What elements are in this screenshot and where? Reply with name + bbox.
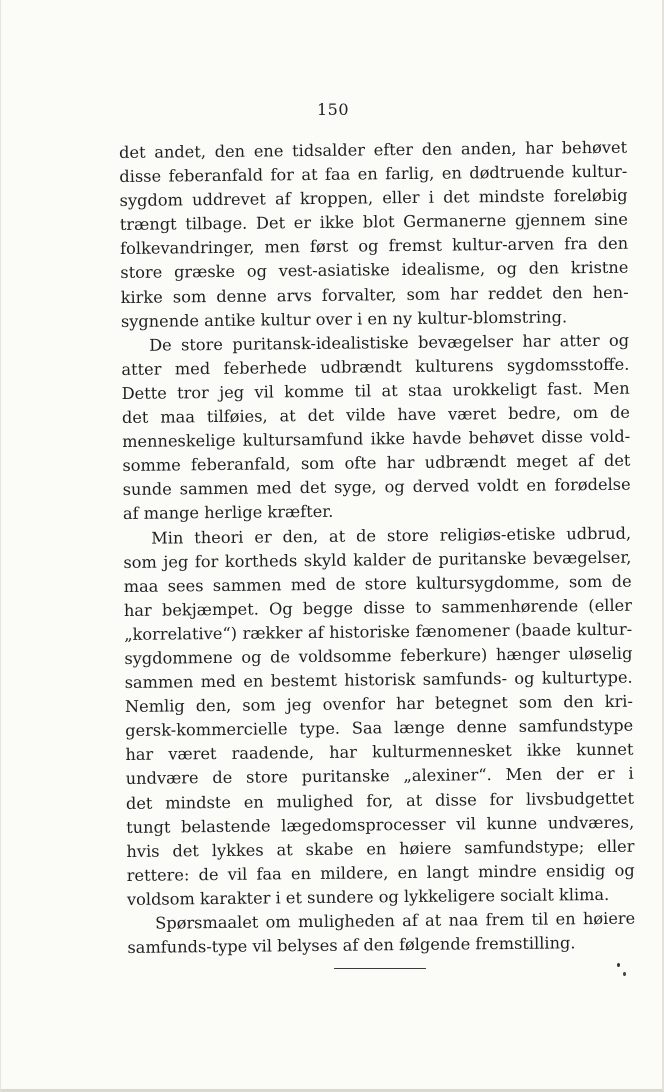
text-line: har været raadende, har kulturmennesket ikke kunnet	[125, 739, 634, 765]
text-line: gersk-kommercielle type. Saa længe denne samfundstype	[125, 715, 634, 741]
text-line: undvære de store puritanske „alexiner“. Men der er i	[125, 764, 634, 789]
text-line: det andet, den ene tidsalder efter den anden, har behøvet	[119, 137, 628, 162]
text-line: store græske og vest-asiatiske idealisme, og den kristne	[120, 258, 629, 283]
text-line: det maa tilføies, at det vilde have været bedre, om de	[121, 402, 630, 428]
text-line: sammen med en bestemt historisk samfunds- og kulturtype.	[124, 667, 633, 693]
paragraph-1	[119, 136, 629, 334]
text-line: sunde sammen med det syge, og derved voldt en forødelse	[122, 474, 631, 500]
ink-speck	[623, 972, 626, 976]
text-line: atter med feberhede udbrændt kulturens sygdomsstoffe.	[121, 354, 630, 379]
text-line: af mange herlige kræfter.	[122, 502, 334, 524]
text-line: Nemlig den, som jeg ovenfor har betegnet som den kri-	[124, 691, 633, 717]
text-line: menneskelige kultursamfund ikke havde behøvet disse vold-	[122, 426, 631, 452]
paragraph-2	[121, 328, 631, 526]
text-line: hvis det lykkes at skabe en høiere samfundstype; eller	[126, 836, 635, 861]
text-line: voldsom karakter i et sundere og lykkeligere socialt klima.	[126, 884, 610, 909]
text-line: „korrelative“) rækker af historiske fænomener (baade kultur-	[124, 619, 633, 644]
body-text	[119, 136, 636, 960]
text-line: trængt tilbage. Det er ikke blot Germanerne gjennem sine	[119, 209, 628, 235]
text-line: kirke som denne arvs forvalter, som har reddet den hen-	[120, 282, 629, 307]
text-line: disse feberanfald for at faa en farlig, en dødtruende kultur-	[119, 161, 628, 187]
text-line: som jeg for kortheds skyld kalder de puritanske bevægelser,	[123, 547, 632, 572]
text-line: somme feberanfald, som ofte har udbrændt meget af det	[122, 450, 631, 476]
text-line: sygdommene og de voldsomme feberkure) hænger uløselig	[124, 643, 633, 668]
text-line: Spørsmaalet om muligheden af at naa frem til en høiere	[155, 908, 636, 933]
section-divider	[334, 968, 426, 969]
text-line: sygnende antike kultur over i en ny kultur-blomstring.	[120, 306, 568, 331]
paragraph-3	[123, 521, 635, 912]
text-line: Dette tror jeg vil komme til at staa urokkeligt fast. Men	[121, 378, 630, 403]
text-line: maa sees sammen med de store kultursygdomme, som de	[123, 571, 632, 596]
page-number: 150	[316, 100, 350, 119]
paragraph-4	[127, 907, 635, 961]
text-line: har bekjæmpet. Og begge disse to sammenhørende (eller	[123, 595, 632, 620]
text-line: Min theori er den, at de store religiøs-etiske udbrud,	[151, 523, 632, 548]
text-line: tungt belastende lægedomsprocesser vil kunne undværes,	[126, 812, 635, 837]
text-line: det mindste en mulighed for, at disse for livsbudgettet	[125, 788, 635, 813]
ink-speck	[617, 963, 620, 967]
text-line: De store puritansk-idealistiske bevægelser har atter og	[149, 330, 630, 355]
text-line: rettere: de vil faa en mildere, en langt mindre ensidig og	[126, 860, 635, 885]
text-line: samfunds-type vil belyses af den følgende fremstilling.	[127, 933, 576, 958]
text-line: sygdom uddrevet af kroppen, eller i det mindste foreløbig	[119, 185, 628, 211]
text-line: folkevandringer, men først og fremst kultur-arven fra den	[120, 234, 629, 259]
